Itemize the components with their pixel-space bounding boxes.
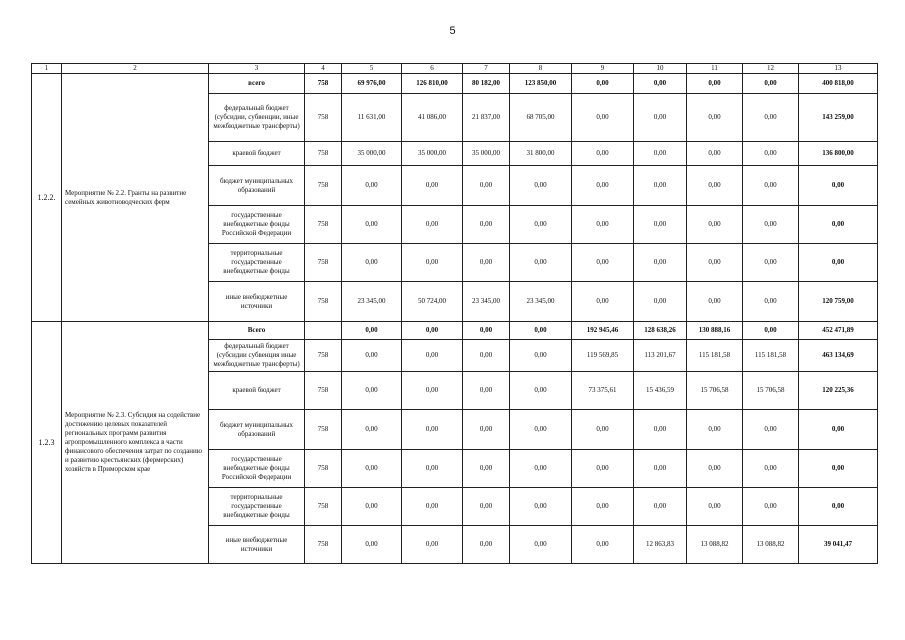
- grbs-code: 758: [305, 94, 342, 142]
- amount-cell: 0,00: [743, 322, 799, 340]
- column-header: 4: [305, 64, 342, 74]
- amount-cell: 0,00: [634, 166, 687, 206]
- grbs-code: 758: [305, 166, 342, 206]
- amount-cell: 0,00: [743, 94, 799, 142]
- amount-cell: 0,00: [463, 206, 510, 244]
- amount-cell: 115 181,58: [687, 340, 743, 372]
- amount-cell: 0,00: [799, 410, 878, 450]
- amount-cell: 0,00: [463, 450, 510, 488]
- amount-cell: 23 345,00: [342, 282, 402, 322]
- amount-cell: 0,00: [799, 450, 878, 488]
- grbs-code: 758: [305, 340, 342, 372]
- amount-cell: 0,00: [402, 340, 463, 372]
- amount-cell: 0,00: [634, 74, 687, 94]
- amount-cell: 0,00: [572, 410, 634, 450]
- amount-cell: 0,00: [572, 142, 634, 166]
- amount-cell: 39 041,47: [799, 526, 878, 564]
- amount-cell: 0,00: [342, 372, 402, 410]
- amount-cell: 192 945,46: [572, 322, 634, 340]
- amount-cell: 0,00: [342, 166, 402, 206]
- amount-cell: 35 000,00: [402, 142, 463, 166]
- table-body: [32, 74, 878, 564]
- amount-cell: 0,00: [402, 244, 463, 282]
- grbs-code: 758: [305, 372, 342, 410]
- amount-cell: 68 705,00: [510, 94, 572, 142]
- funding-source: территориальные государственные внебюджетные фонды: [209, 488, 305, 526]
- amount-cell: 0,00: [743, 206, 799, 244]
- column-header: 9: [572, 64, 634, 74]
- amount-cell: 0,00: [402, 166, 463, 206]
- amount-cell: 143 259,00: [799, 94, 878, 142]
- amount-cell: 15 706,58: [743, 372, 799, 410]
- amount-cell: 31 800,00: [510, 142, 572, 166]
- amount-cell: 0,00: [572, 282, 634, 322]
- amount-cell: 0,00: [342, 340, 402, 372]
- amount-cell: 136 800,00: [799, 142, 878, 166]
- column-header: 5: [342, 64, 402, 74]
- amount-cell: 0,00: [572, 526, 634, 564]
- measure-code: 1.2.2.: [32, 74, 62, 322]
- column-header: 7: [463, 64, 510, 74]
- column-header: 11: [687, 64, 743, 74]
- amount-cell: 0,00: [743, 282, 799, 322]
- funding-source: государственные внебюджетные фонды Российской Федерации: [209, 450, 305, 488]
- amount-cell: 23 345,00: [510, 282, 572, 322]
- amount-cell: 23 345,00: [463, 282, 510, 322]
- amount-cell: 0,00: [510, 244, 572, 282]
- funding-source: всего: [209, 74, 305, 94]
- amount-cell: 120 225,36: [799, 372, 878, 410]
- amount-cell: 0,00: [402, 322, 463, 340]
- amount-cell: 115 181,58: [743, 340, 799, 372]
- amount-cell: 463 134,69: [799, 340, 878, 372]
- amount-cell: 0,00: [743, 74, 799, 94]
- amount-cell: 0,00: [463, 244, 510, 282]
- amount-cell: 0,00: [743, 488, 799, 526]
- grbs-code: 758: [305, 488, 342, 526]
- amount-cell: 123 850,00: [510, 74, 572, 94]
- amount-cell: 50 724,00: [402, 282, 463, 322]
- amount-cell: 0,00: [687, 206, 743, 244]
- amount-cell: 0,00: [799, 244, 878, 282]
- funding-source: иные внебюджетные источники: [209, 282, 305, 322]
- amount-cell: 0,00: [743, 244, 799, 282]
- amount-cell: 0,00: [510, 450, 572, 488]
- column-header: 3: [209, 64, 305, 74]
- amount-cell: 0,00: [799, 488, 878, 526]
- amount-cell: 0,00: [510, 206, 572, 244]
- budget-table: [31, 63, 878, 564]
- column-number-row: [32, 64, 878, 74]
- amount-cell: 452 471,89: [799, 322, 878, 340]
- amount-cell: 15 436,59: [634, 372, 687, 410]
- amount-cell: 12 863,83: [634, 526, 687, 564]
- grbs-code: 758: [305, 410, 342, 450]
- amount-cell: 0,00: [634, 94, 687, 142]
- amount-cell: 0,00: [572, 450, 634, 488]
- amount-cell: 15 706,58: [687, 372, 743, 410]
- amount-cell: 0,00: [572, 488, 634, 526]
- amount-cell: 0,00: [510, 410, 572, 450]
- funding-source: федеральный бюджет (субсидии, субвенции, иные межбюджетные трансферты): [209, 94, 305, 142]
- amount-cell: 113 201,67: [634, 340, 687, 372]
- amount-cell: 0,00: [687, 142, 743, 166]
- amount-cell: 0,00: [687, 410, 743, 450]
- amount-cell: 0,00: [572, 206, 634, 244]
- amount-cell: 0,00: [634, 410, 687, 450]
- grbs-code: 758: [305, 142, 342, 166]
- grbs-code: 758: [305, 450, 342, 488]
- grbs-code: 758: [305, 74, 342, 94]
- amount-cell: 0,00: [342, 322, 402, 340]
- column-header: 10: [634, 64, 687, 74]
- amount-cell: 11 631,00: [342, 94, 402, 142]
- amount-cell: 0,00: [743, 450, 799, 488]
- amount-cell: 120 759,00: [799, 282, 878, 322]
- amount-cell: 0,00: [572, 74, 634, 94]
- amount-cell: 0,00: [342, 526, 402, 564]
- amount-cell: 0,00: [463, 322, 510, 340]
- table-row: [32, 322, 878, 340]
- amount-cell: 0,00: [634, 282, 687, 322]
- grbs-code: [305, 322, 342, 340]
- amount-cell: 0,00: [342, 410, 402, 450]
- amount-cell: 13 088,82: [743, 526, 799, 564]
- column-header: 13: [799, 64, 878, 74]
- amount-cell: 73 375,61: [572, 372, 634, 410]
- amount-cell: 0,00: [510, 166, 572, 206]
- grbs-code: 758: [305, 526, 342, 564]
- amount-cell: 0,00: [342, 450, 402, 488]
- amount-cell: 0,00: [799, 206, 878, 244]
- measure-name: Мероприятие № 2.2. Гранты на развитие семейных животноводческих ферм: [62, 74, 209, 322]
- amount-cell: 0,00: [799, 166, 878, 206]
- amount-cell: 0,00: [510, 372, 572, 410]
- page-number: 5: [449, 25, 456, 37]
- funding-source: территориальные государственные внебюджетные фонды: [209, 244, 305, 282]
- funding-source: краевой бюджет: [209, 142, 305, 166]
- amount-cell: 0,00: [463, 488, 510, 526]
- amount-cell: 0,00: [687, 488, 743, 526]
- amount-cell: 0,00: [634, 244, 687, 282]
- amount-cell: 0,00: [687, 282, 743, 322]
- measure-name: Мероприятие № 2.3. Субсидия на содействие достижению целевых показателей региональных программ развития агропромышленного комплекса в части финансового обеспечения затрат по созданию и развитию крестьянских (фермерских) хозяйств в Приморском крае: [62, 322, 209, 564]
- amount-cell: 0,00: [463, 340, 510, 372]
- amount-cell: 0,00: [463, 410, 510, 450]
- amount-cell: 13 088,82: [687, 526, 743, 564]
- amount-cell: 0,00: [743, 166, 799, 206]
- amount-cell: 80 182,00: [463, 74, 510, 94]
- column-header: 8: [510, 64, 572, 74]
- amount-cell: 35 000,00: [342, 142, 402, 166]
- column-header: 2: [62, 64, 209, 74]
- amount-cell: 69 976,00: [342, 74, 402, 94]
- amount-cell: 0,00: [463, 372, 510, 410]
- amount-cell: 0,00: [687, 166, 743, 206]
- amount-cell: 0,00: [463, 166, 510, 206]
- amount-cell: 0,00: [402, 488, 463, 526]
- amount-cell: 21 837,00: [463, 94, 510, 142]
- amount-cell: 0,00: [342, 488, 402, 526]
- amount-cell: 0,00: [634, 450, 687, 488]
- amount-cell: 0,00: [510, 322, 572, 340]
- amount-cell: 0,00: [687, 244, 743, 282]
- amount-cell: 0,00: [402, 526, 463, 564]
- amount-cell: 0,00: [572, 166, 634, 206]
- funding-source: бюджет муниципальных образований: [209, 166, 305, 206]
- column-header: 12: [743, 64, 799, 74]
- amount-cell: 0,00: [743, 410, 799, 450]
- amount-cell: 0,00: [402, 206, 463, 244]
- amount-cell: 41 086,00: [402, 94, 463, 142]
- amount-cell: 0,00: [687, 94, 743, 142]
- amount-cell: 0,00: [402, 372, 463, 410]
- amount-cell: 0,00: [743, 142, 799, 166]
- measure-code: 1.2.3: [32, 322, 62, 564]
- amount-cell: 0,00: [463, 526, 510, 564]
- amount-cell: 0,00: [634, 142, 687, 166]
- column-header: 6: [402, 64, 463, 74]
- funding-source: иные внебюджетные источники: [209, 526, 305, 564]
- funding-source: бюджет муниципальных образований: [209, 410, 305, 450]
- amount-cell: 119 569,85: [572, 340, 634, 372]
- amount-cell: 0,00: [342, 206, 402, 244]
- amount-cell: 0,00: [634, 206, 687, 244]
- amount-cell: 0,00: [687, 74, 743, 94]
- amount-cell: 35 000,00: [463, 142, 510, 166]
- amount-cell: 128 638,26: [634, 322, 687, 340]
- grbs-code: 758: [305, 282, 342, 322]
- amount-cell: 0,00: [402, 410, 463, 450]
- amount-cell: 130 888,16: [687, 322, 743, 340]
- amount-cell: 0,00: [342, 244, 402, 282]
- amount-cell: 0,00: [510, 488, 572, 526]
- funding-source: краевой бюджет: [209, 372, 305, 410]
- funding-source: федеральный бюджет (субсидии субвенция иные межбюджетные трансферты): [209, 340, 305, 372]
- grbs-code: 758: [305, 206, 342, 244]
- grbs-code: 758: [305, 244, 342, 282]
- amount-cell: 126 810,00: [402, 74, 463, 94]
- amount-cell: 0,00: [510, 526, 572, 564]
- column-header: 1: [32, 64, 62, 74]
- table-row: [32, 74, 878, 94]
- amount-cell: 400 818,00: [799, 74, 878, 94]
- amount-cell: 0,00: [402, 450, 463, 488]
- amount-cell: 0,00: [687, 450, 743, 488]
- funding-source: государственные внебюджетные фонды Российской Федерации: [209, 206, 305, 244]
- amount-cell: 0,00: [572, 94, 634, 142]
- amount-cell: 0,00: [634, 488, 687, 526]
- funding-source: Всего: [209, 322, 305, 340]
- amount-cell: 0,00: [572, 244, 634, 282]
- amount-cell: 0,00: [510, 340, 572, 372]
